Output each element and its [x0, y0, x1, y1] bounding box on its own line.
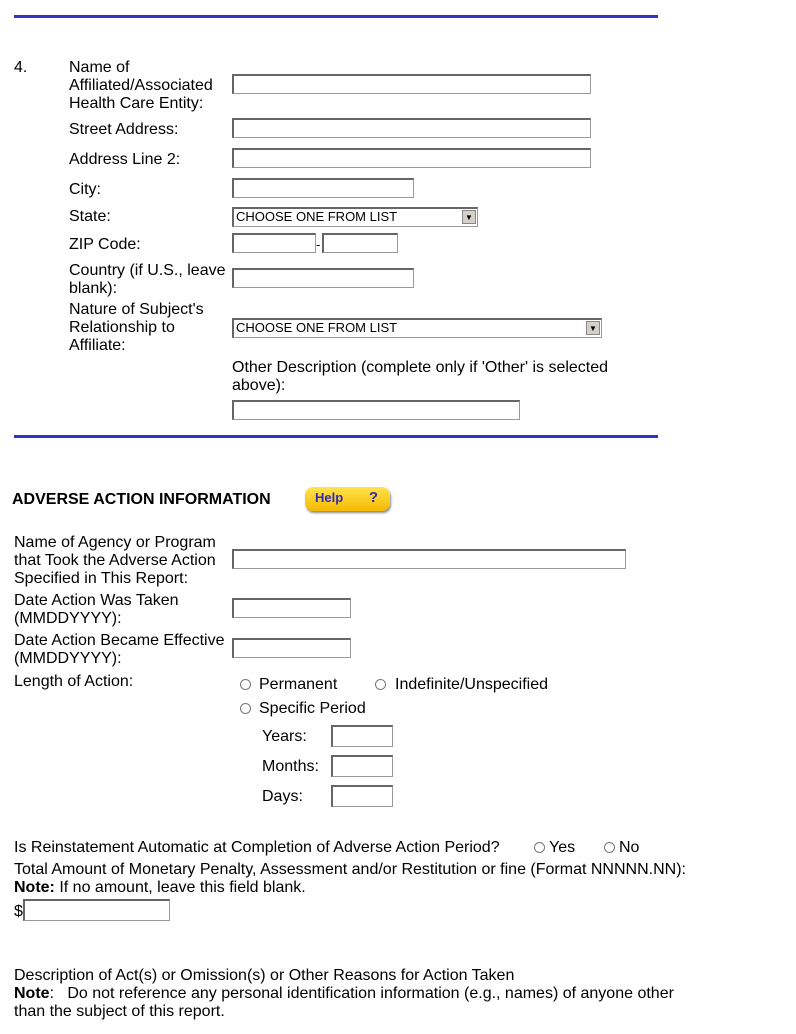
chevron-down-icon: ▼: [462, 210, 476, 224]
reinstatement-no-label: No: [619, 839, 640, 856]
dollar-sign: $: [14, 903, 23, 920]
reinstatement-no-radio[interactable]: [604, 842, 615, 853]
address2-input[interactable]: [232, 148, 591, 168]
nature-select[interactable]: [232, 318, 602, 338]
other-description-input[interactable]: [232, 400, 520, 420]
zip-input[interactable]: [232, 233, 316, 253]
days-label: Days:: [262, 788, 303, 805]
zip-ext-input[interactable]: [322, 233, 398, 253]
reinstatement-yes-label: Yes: [549, 839, 576, 856]
specific-period-label: Specific Period: [259, 700, 366, 717]
state-value: CHOOSE ONE FROM LIST: [236, 209, 398, 224]
address2-label: Address Line 2:: [69, 151, 181, 168]
days-input[interactable]: [331, 785, 393, 807]
zip-label: ZIP Code:: [69, 236, 141, 253]
zip-separator: -: [316, 237, 321, 252]
length-label: Length of Action:: [14, 673, 134, 690]
other-description-label: Other Description (complete only if 'Other' is selected above):: [232, 359, 609, 394]
country-label: Country (if U.S., leave blank):: [69, 262, 226, 297]
reinstatement-yes-radio[interactable]: [534, 842, 545, 853]
divider: [14, 15, 658, 18]
note-text: If no amount, leave this field blank.: [54, 879, 306, 896]
monetary-label: Total Amount of Monetary Penalty, Assessment and/or Restitution or fine (Format NNNNN.NN):: [14, 861, 686, 878]
date-taken-label: Date Action Was Taken (MMDDYYYY):: [14, 592, 179, 627]
city-input[interactable]: [232, 178, 414, 198]
entity-name-label: Name of Affiliated/Associated Health Care Entity:: [69, 59, 213, 112]
note-label: Note: [14, 985, 50, 1002]
agency-input[interactable]: [232, 549, 626, 569]
nature-value: CHOOSE ONE FROM LIST: [236, 320, 398, 335]
years-input[interactable]: [331, 725, 393, 747]
state-select[interactable]: [232, 207, 478, 227]
country-input[interactable]: [232, 268, 414, 288]
date-effective-input[interactable]: [232, 638, 351, 658]
agency-label: Name of Agency or Program that Took the Adverse Action Specified in This Report:: [14, 534, 216, 587]
date-effective-label: Date Action Became Effective (MMDDYYYY):: [14, 632, 225, 667]
date-taken-input[interactable]: [232, 598, 351, 618]
monetary-note: [14, 879, 306, 897]
section-heading: ADVERSE ACTION INFORMATION: [12, 491, 271, 508]
description-note: [14, 985, 694, 1021]
specific-period-radio[interactable]: [240, 703, 251, 714]
section-number: 4.: [14, 59, 28, 76]
months-input[interactable]: [331, 755, 393, 777]
city-label: City:: [69, 181, 101, 198]
street-label: Street Address:: [69, 121, 179, 138]
chevron-down-icon: ▼: [586, 321, 600, 335]
months-label: Months:: [262, 758, 319, 775]
description-label: Description of Act(s) or Omission(s) or Other Reasons for Action Taken: [14, 967, 515, 984]
divider: [14, 435, 658, 438]
help-button[interactable]: [305, 487, 390, 511]
state-label: State:: [69, 208, 111, 225]
years-label: Years:: [262, 728, 307, 745]
street-input[interactable]: [232, 118, 591, 138]
entity-name-input[interactable]: [232, 74, 591, 94]
indefinite-radio[interactable]: [375, 679, 386, 690]
help-label: Help: [315, 490, 344, 505]
note-text: : Do not reference any personal identification information (e.g., names) of anyone other than the subject of this report.: [14, 985, 679, 1020]
indefinite-label: Indefinite/Unspecified: [395, 676, 548, 693]
permanent-label: Permanent: [259, 676, 338, 693]
permanent-radio[interactable]: [240, 679, 251, 690]
monetary-amount-input[interactable]: [23, 899, 170, 921]
question-icon: ?: [368, 489, 378, 506]
nature-label: Nature of Subject's Relationship to Affiliate:: [69, 301, 204, 354]
note-label: Note:: [14, 879, 55, 896]
reinstatement-label: Is Reinstatement Automatic at Completion of Adverse Action Period?: [14, 839, 500, 856]
